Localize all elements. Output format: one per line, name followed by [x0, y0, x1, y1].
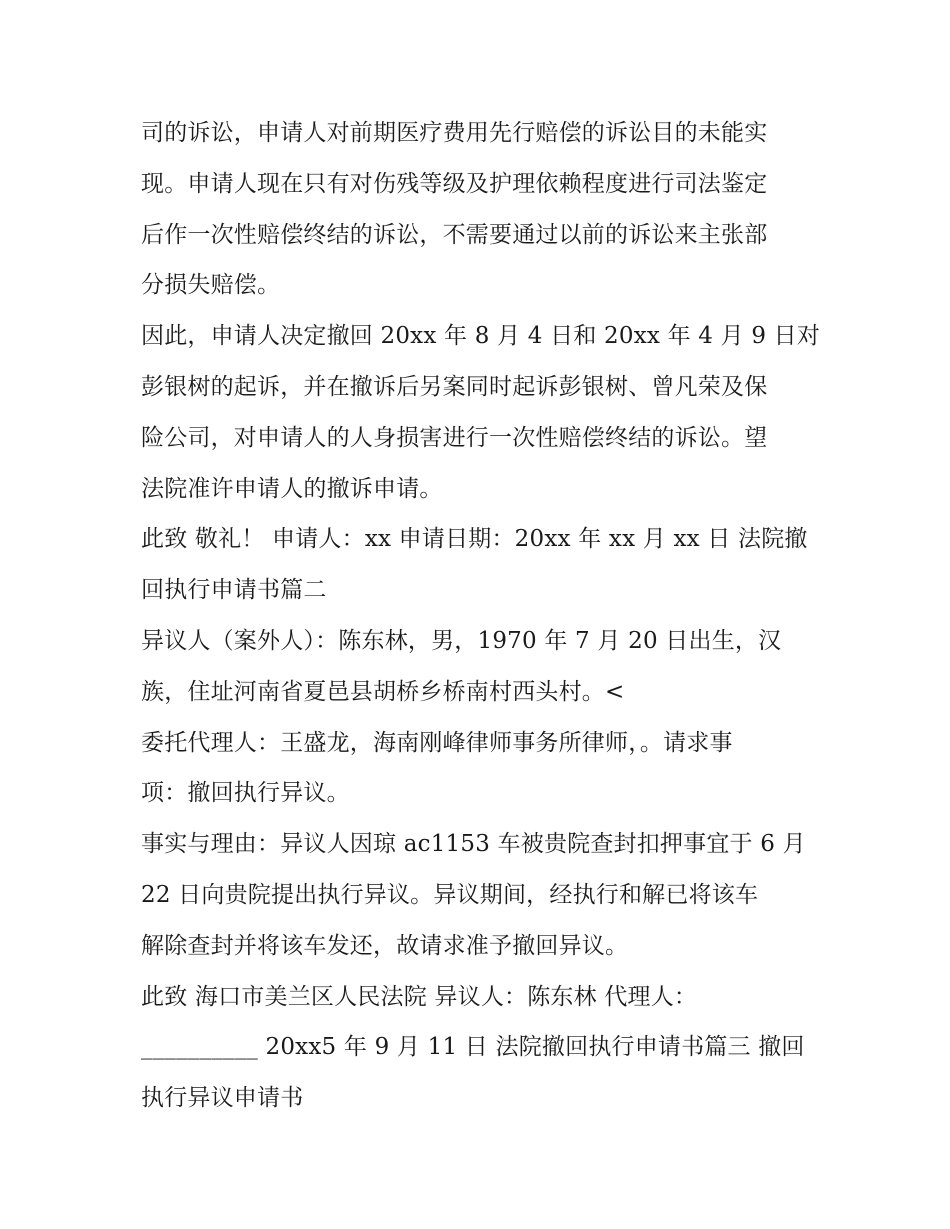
text-line: 法院准许申请人的撤诉申请。: [141, 475, 443, 502]
text-line: 此致 海口市美兰区人民法院 异议人：陈东林 代理人：: [141, 983, 698, 1010]
text-line: 委托代理人：王盛龙，海南刚峰律师事务所律师，。请求事: [141, 729, 733, 756]
text-line: __________ 20xx5 年 9 月 11 日 法院撤回执行申请书篇三 撤回: [141, 1034, 805, 1061]
document-body: [141, 108, 821, 1124]
text-line: 事实与理由：异议人因琼 ac1153 车被贵院查封扣押事宜于 6 月: [141, 831, 806, 858]
text-line: 现。申请人现在只有对伤残等级及护理依赖程度进行司法鉴定: [141, 170, 768, 197]
text-line: 彭银树的起诉，并在撤诉后另案同时起诉彭银树、曾凡荣及保: [141, 373, 768, 400]
text-line: 回执行申请书篇二: [141, 577, 327, 604]
text-line: 22 日向贵院提出执行异议。异议期间，经执行和解已将该车: [141, 881, 759, 908]
text-line: 司的诉讼，申请人对前期医疗费用先行赔偿的诉讼目的未能实: [141, 120, 768, 146]
text-line: 险公司，对申请人的人身损害进行一次性赔偿终结的诉讼。望: [141, 424, 768, 451]
text-line: 项：撤回执行异议。: [141, 780, 350, 807]
text-line: 解除查封并将该车发还，故请求准予撤回异议。: [141, 932, 629, 959]
text-line: 执行异议申请书: [141, 1085, 304, 1112]
text-line: 分损失赔偿。: [141, 272, 281, 299]
text-line: 族，住址河南省夏邑县胡桥乡桥南村西头村。<: [141, 678, 625, 705]
text-line: 后作一次性赔偿终结的诉讼，不需要通过以前的诉讼来主张部: [141, 221, 768, 248]
text-line: 异议人（案外人）：陈东林，男，1970 年 7 月 20 日出生，汉: [141, 627, 782, 654]
text-line: 此致 敬礼！ 申请人：xx 申请日期：20xx 年 xx 月 xx 日 法院撤: [141, 526, 808, 553]
text-line: 因此，申请人决定撤回 20xx 年 8 月 4 日和 20xx 年 4 月 9 日对: [141, 323, 821, 350]
